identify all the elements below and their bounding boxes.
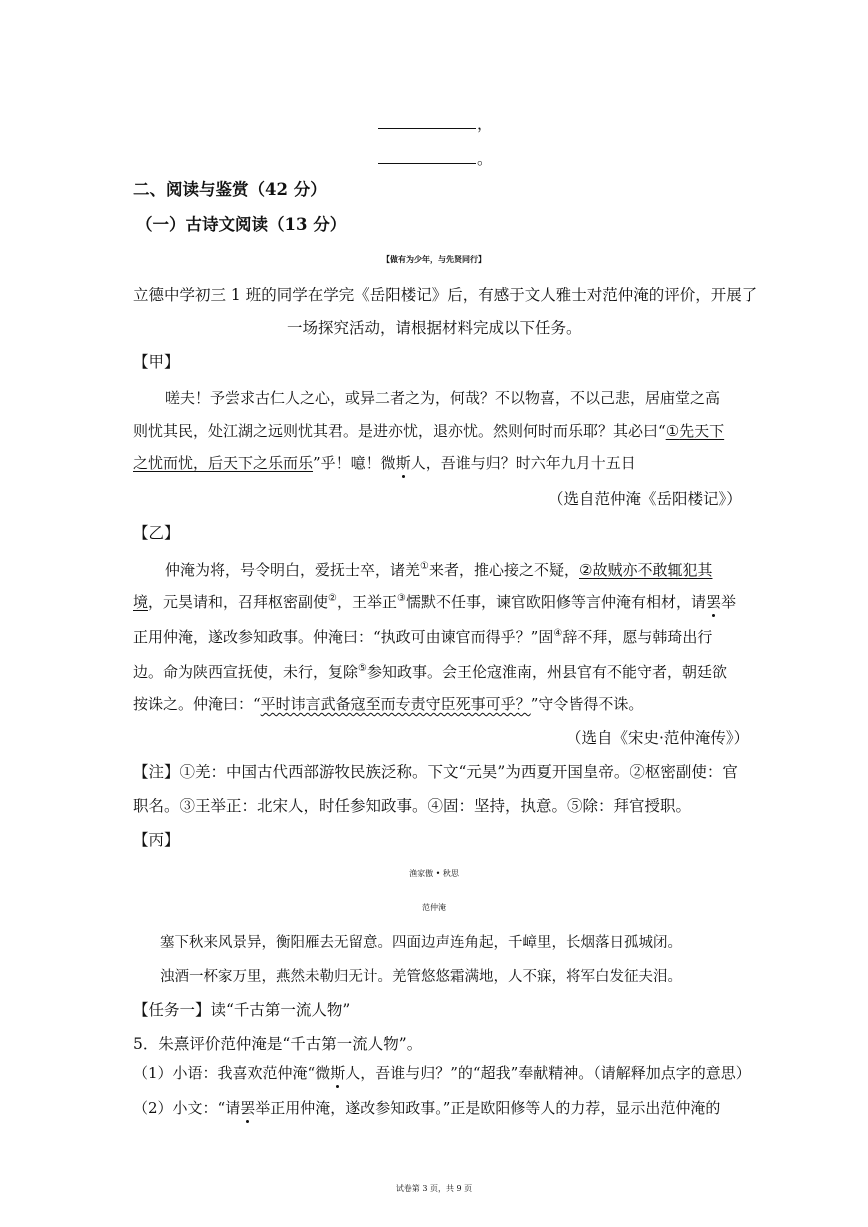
sentence-marker: ② bbox=[579, 561, 593, 579]
wavy-underlined-sentence: 平时讳言武备寇至而专责守臣死事可乎？ bbox=[260, 695, 531, 713]
notes-line: 【注】①羌：中国古代西部游牧民族泛称。下文“元昊”为西夏开国皇帝。②枢密副使：官 bbox=[133, 763, 738, 781]
text-run: 正用仲淹，遂改参知政事。仲淹曰：“执政可由谏官而得乎？”固 bbox=[133, 628, 554, 646]
note-marker: ① bbox=[420, 561, 429, 572]
text-run: ”乎！噫！微 bbox=[313, 454, 396, 472]
intro-line: 一场探究活动，请根据材料完成以下任务。 bbox=[287, 319, 582, 337]
text-run: 则忧其民，处江湖之远则忧其君。是进亦忧，退亦忧。然则何时而乐耶？其必曰“ bbox=[133, 422, 666, 440]
text-run: 来者，推心接之不疑， bbox=[428, 561, 579, 579]
passage-yi-line bbox=[133, 659, 727, 682]
underlined-sentence: 故贼亦不敢辄犯其 bbox=[592, 561, 713, 579]
passage-yi-line bbox=[133, 624, 712, 647]
poem-author: 范仲淹 bbox=[422, 903, 446, 912]
poem-line: 塞下秋来风景异，衡阳雁去无留意。四面边声连角起，千嶂里，长烟落日孤城闭。 bbox=[160, 935, 682, 951]
poem-line: 浊酒一杯家万里，燕然未勒归无计。羌管悠悠霜满地，人不寐，将军白发征夫泪。 bbox=[160, 969, 682, 985]
sentence-marker: ① bbox=[665, 422, 680, 440]
text-run: 举正用仲淹，遂改参知政事。”正是欧阳修等人的力荐，显示出范仲淹的 bbox=[255, 1099, 721, 1117]
passage-label-yi: 【乙】 bbox=[133, 524, 180, 542]
answer-blank-line bbox=[378, 128, 476, 129]
text-run: 辞不拜，愿与韩琦出行 bbox=[562, 628, 713, 646]
passage-yi-line bbox=[133, 694, 643, 714]
passage-jia-line: 嗟夫！予尝求古仁人之心，或异二者之为，何哉？不以物喜，不以己悲，居庙堂之高 bbox=[165, 389, 721, 407]
passage-source: （选自《宋史·范仲淹传》） bbox=[566, 729, 750, 747]
underlined-sentence: 境 bbox=[133, 593, 149, 611]
note-marker: ④ bbox=[553, 628, 563, 639]
underlined-sentence: 先天下 bbox=[679, 422, 725, 440]
text-run: 按诛之。仲淹曰：“ bbox=[133, 695, 261, 713]
question-5-sub-1 bbox=[133, 1063, 751, 1083]
dotted-character: 斯 bbox=[330, 1064, 346, 1082]
text-run: （1）小语：我喜欢范仲淹“微 bbox=[133, 1064, 331, 1082]
text-run: 仲淹为将，号令明白，爱抚士卒，诸羌 bbox=[165, 561, 421, 579]
passage-label-jia: 【甲】 bbox=[133, 353, 180, 371]
dotted-character: 罢 bbox=[706, 593, 722, 611]
passage-yi-line bbox=[133, 589, 736, 612]
activity-title: 【做有为少年，与先贤同行】 bbox=[382, 254, 486, 264]
passage-label-bing: 【丙】 bbox=[133, 831, 180, 849]
note-marker: ③ bbox=[397, 593, 406, 604]
passage-jia-line bbox=[133, 421, 724, 441]
text-run: 边。命为陕西宣抚使，未行，复除 bbox=[133, 663, 359, 681]
task-title: 【任务一】读“千古第一流人物” bbox=[133, 1001, 351, 1019]
question-5: 5．朱熹评价范仲淹是“千古第一流人物”。 bbox=[133, 1035, 423, 1053]
dotted-character: 罢 bbox=[240, 1099, 256, 1117]
text-run: 举 bbox=[721, 593, 737, 611]
poem-title: 渔家傲 • 秋思 bbox=[409, 869, 459, 878]
text-run: 懦默不任事，谏官欧阳修等言仲淹有相材，请 bbox=[405, 593, 706, 611]
subsection-title: （一）古诗文阅读（13 分） bbox=[136, 215, 347, 234]
passage-source: （选自范仲淹《岳阳楼记》） bbox=[548, 490, 742, 508]
text-run: 参知政事。会王伦寇淮南，州县官有不能守者，朝廷欲 bbox=[366, 663, 727, 681]
dotted-character: 斯 bbox=[395, 454, 411, 472]
blank-punctuation: 。 bbox=[477, 150, 493, 168]
notes-line: 职名。③王举正：北宋人，时任参知政事。④固：坚持，执意。⑤除：拜官授职。 bbox=[133, 797, 692, 815]
passage-yi-line bbox=[165, 557, 712, 580]
question-5-sub-2 bbox=[133, 1098, 720, 1118]
text-run: ”守令皆得不诛。 bbox=[530, 695, 644, 713]
blank-punctuation: ， bbox=[477, 115, 493, 133]
passage-jia-line bbox=[133, 453, 636, 473]
page-footer: 试卷第 3 页，共 9 页 bbox=[395, 1184, 473, 1193]
text-run: ，元昊请和，召拜枢密副使 bbox=[148, 593, 329, 611]
underlined-sentence: 之忧而忧，后天下之乐而乐 bbox=[133, 454, 314, 472]
text-run: ，王举正 bbox=[337, 593, 398, 611]
text-run: 人，吾谁与归？时六年九月十五日 bbox=[410, 454, 636, 472]
intro-line: 立德中学初三 1 班的同学在学完《岳阳楼记》后，有感于文人雅士对范仲淹的评价，开展了 bbox=[133, 286, 758, 304]
section-title: 二、阅读与鉴赏（42 分） bbox=[133, 180, 327, 199]
answer-blank-line bbox=[378, 163, 476, 164]
note-marker: ② bbox=[328, 593, 337, 604]
text-run: 人，吾谁与归？”的“超我”奉献精神。（请解释加点字的意思） bbox=[345, 1064, 751, 1082]
text-run: （2）小文：“请 bbox=[133, 1099, 241, 1117]
note-marker: ⑤ bbox=[358, 663, 367, 674]
